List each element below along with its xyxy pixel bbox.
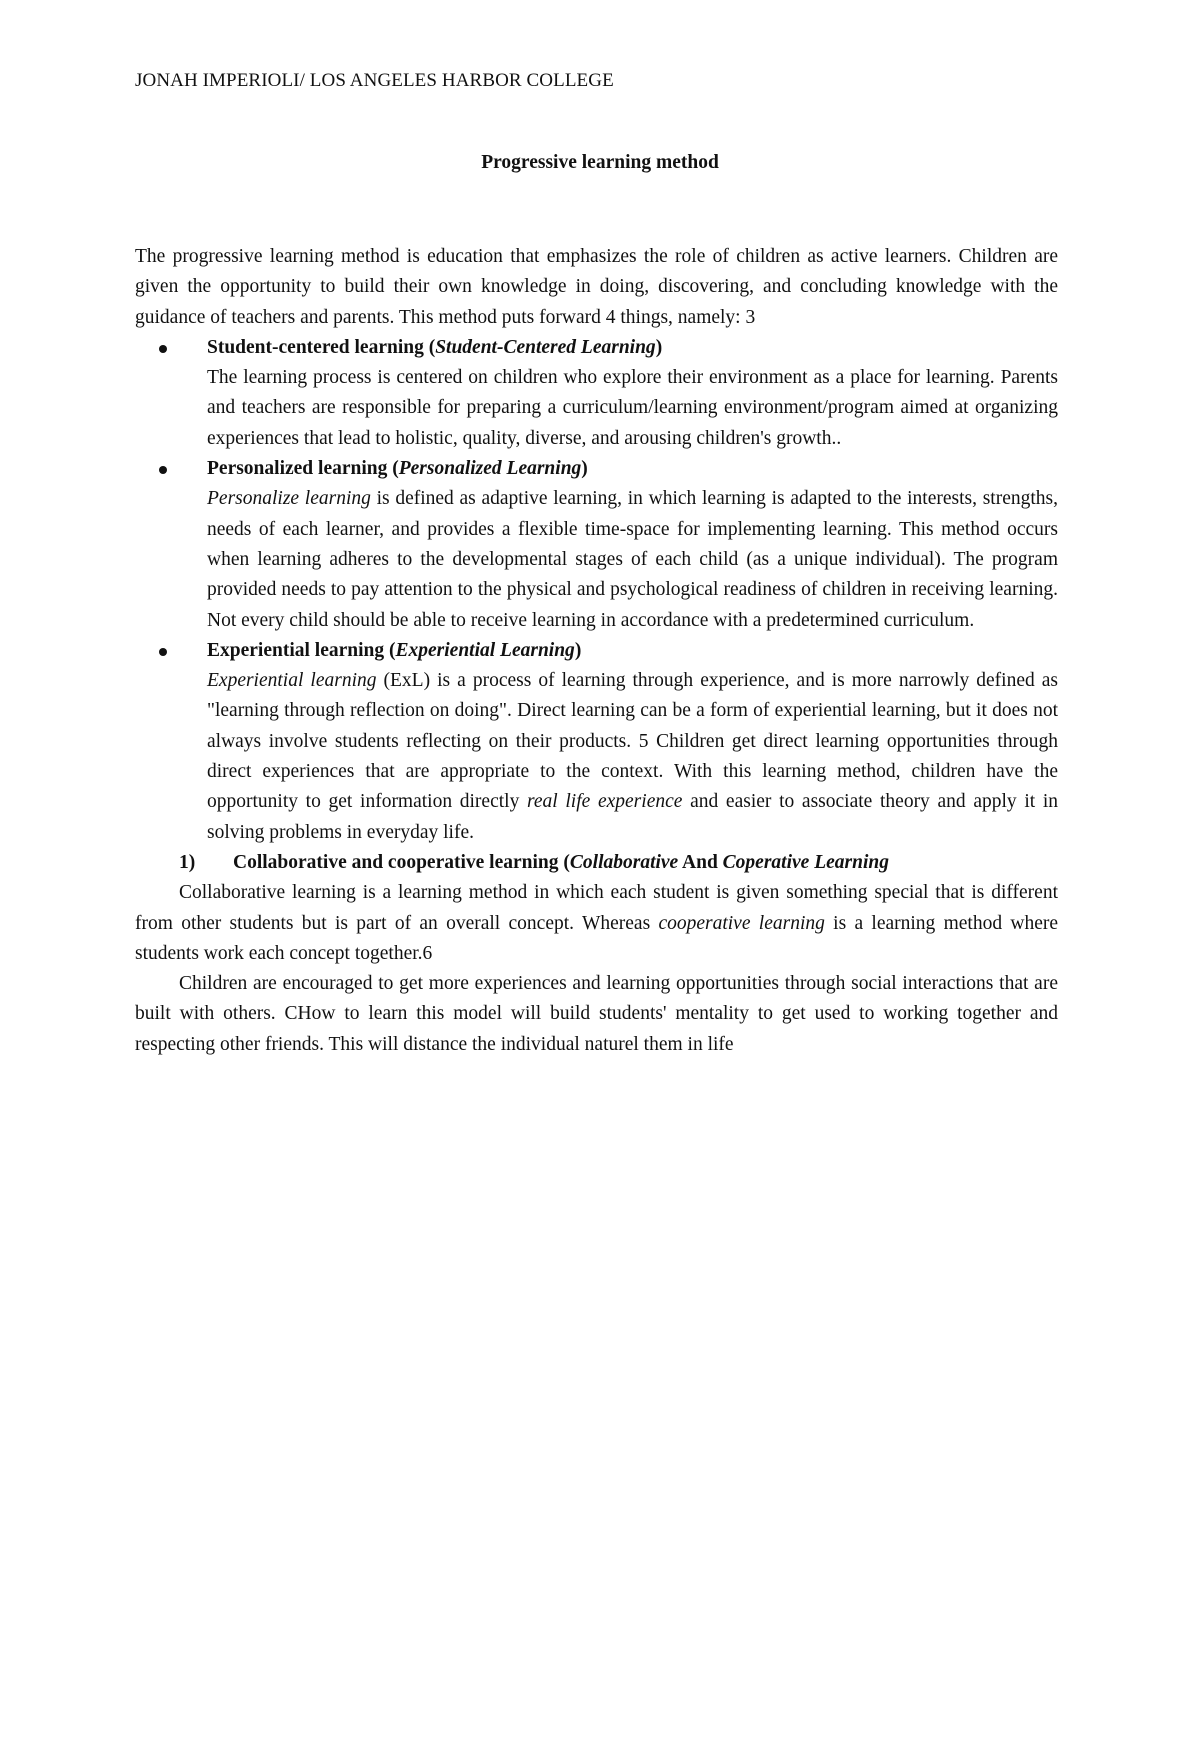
- bullet-icon: [159, 648, 167, 656]
- document-body: [135, 242, 1058, 1060]
- item-heading: Personalized learning (Personalized Learning): [207, 458, 588, 480]
- item-heading: Experiential learning (Experiential Learning): [207, 639, 582, 661]
- intro-paragraph: The progressive learning method is education that emphasizes the role of children as active learners. Children are given the opportunity to build their own knowledge in doing, discovering, and concluding knowledge with the guidance of teachers and parents. This method puts forward 4 things, namely: 3: [135, 246, 1058, 328]
- item-body: Personalize learning is defined as adaptive learning, in which learning is adapted to the interests, strengths, needs of each learner, and provides a flexible time-space for implementing learning. This method occurs when learning adheres to the developmental stages of each child (as a unique individual). The program provided needs to pay attention to the physical and psychological readiness of children in receiving learning. Not every child should be able to receive learning in accordance with a predetermined curriculum.: [207, 488, 1058, 631]
- number-label: 1): [179, 851, 196, 873]
- social-paragraph: Children are encouraged to get more experiences and learning opportunities through social interactions that are built with others. CHow to learn this model will build students' mentality to get used to working together and respecting other friends. This will distance the individual naturel them in life: [135, 973, 1058, 1055]
- list-item: [135, 636, 1058, 848]
- item-heading: Student-centered learning (Student-Centered Learning): [207, 336, 663, 358]
- bullet-icon: [159, 466, 167, 474]
- item-body: The learning process is centered on children who explore their environment as a place for learning. Parents and teachers are responsible for preparing a curriculum/learning environment/program aimed at organizing experiences that lead to holistic, quality, diverse, and arousing children's growth..: [207, 367, 1058, 449]
- bullet-icon: [159, 345, 167, 353]
- item-body: Experiential learning (ExL) is a process of learning through experience, and is more narrowly defined as "learning through reflection on doing". Direct learning can be a form of experiential learning, but it does not always involve students reflecting on their products. 5 Children get direct learning opportunities through direct experiences that are appropriate to the context. With this learning method, children have the opportunity to get information directly real life experience and easier to associate theory and apply it in solving problems in everyday life.: [207, 670, 1059, 843]
- page-title: Progressive learning method: [481, 152, 719, 173]
- list-item: [135, 333, 1058, 454]
- numbered-heading: 1) Collaborative and cooperative learning (Collaborative And Coperative Learning: [135, 848, 1058, 878]
- page-header: JONAH IMPERIOLI/ LOS ANGELES HARBOR COLLEGE: [135, 70, 614, 91]
- method-list: [135, 333, 1058, 848]
- collaborative-paragraph: Collaborative learning is a learning method in which each student is given something special that is different from other students but is part of an overall concept. Whereas cooperative learning is a learning method where students work each concept together.6: [135, 882, 1058, 964]
- list-item: [135, 454, 1058, 636]
